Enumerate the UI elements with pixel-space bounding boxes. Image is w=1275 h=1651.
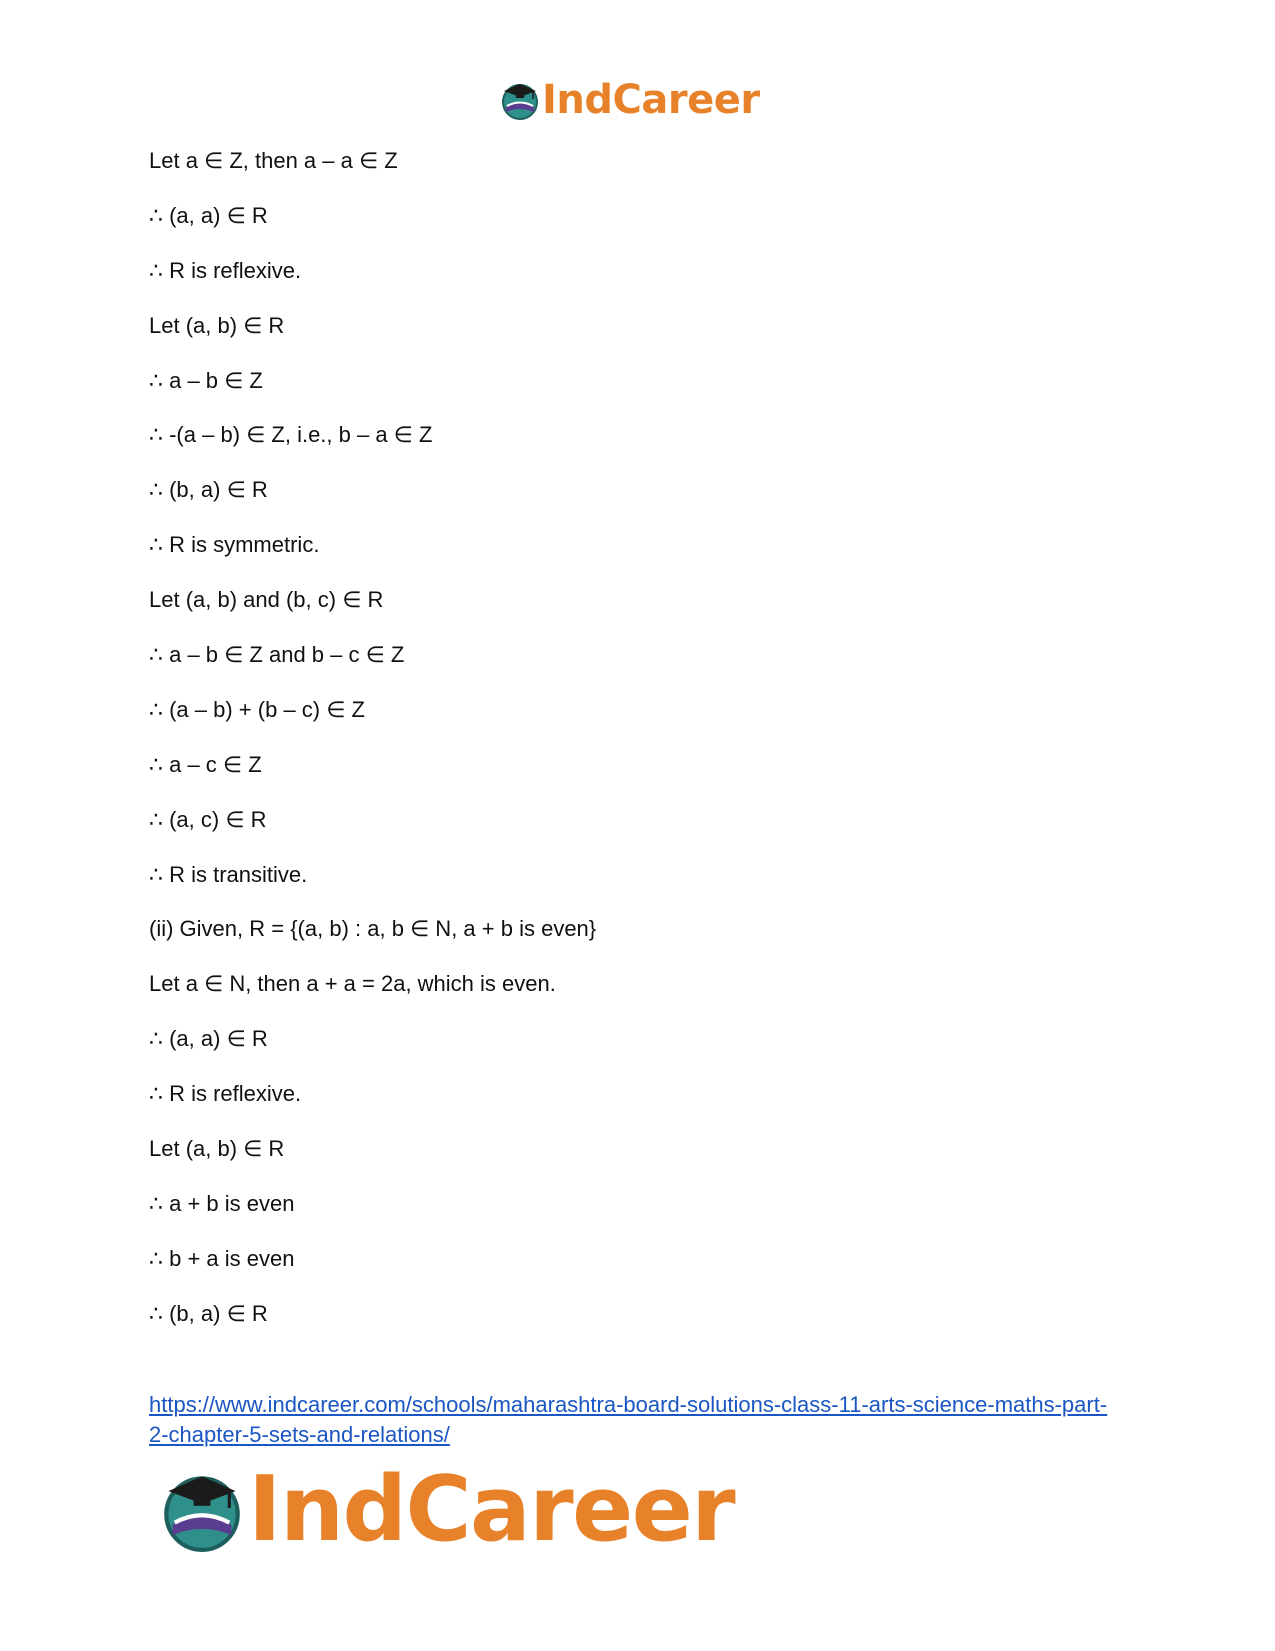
source-link[interactable]: https://www.indcareer.com/schools/maharashtra-board-solutions-class-11-arts-science-maths-part-2-chapter-5-sets-and-relations/ [149,1392,1108,1447]
header-logo [500,77,760,123]
logo-text: IndCareer [248,1457,735,1562]
text-line: Let a ∈ Z, then a – a ∈ Z [149,148,398,173]
footer-logo [160,1457,735,1562]
text-line: ∴ (b, a) ∈ R [149,477,268,503]
text-line: Let (a, b) and (b, c) ∈ R [149,587,384,613]
text-line: ∴ (a, a) ∈ R [149,1026,268,1052]
logo-emblem-icon [500,80,540,120]
text-line: ∴ (a, c) ∈ R [149,806,267,832]
text-line: ∴ R is transitive. [149,861,308,887]
text-line: ∴ a – b ∈ Z [149,367,263,393]
text-line: ∴ (a, a) ∈ R [149,202,268,228]
text-line: ∴ (b, a) ∈ R [149,1300,268,1326]
text-line: ∴ R is reflexive. [149,257,302,283]
text-line: ∴ R is reflexive. [149,1081,302,1107]
text-line: Let (a, b) ∈ R [149,312,285,338]
text-line: ∴ R is symmetric. [149,532,320,558]
logo-emblem-icon [160,1468,244,1552]
logo-text: IndCareer [542,77,760,123]
solution-text [149,146,1129,1354]
text-line: ∴ (a – b) + (b – c) ∈ Z [149,696,365,722]
text-line: ∴ b + a is even [149,1245,295,1271]
text-line: ∴ a – b ∈ Z and b – c ∈ Z [149,642,405,668]
text-line: Let (a, b) ∈ R [149,1136,285,1162]
text-line: (ii) Given, R = {(a, b) : a, b ∈ N, a + b is even} [149,916,597,942]
text-line: ∴ a – c ∈ Z [149,751,262,777]
text-line: ∴ -(a – b) ∈ Z, i.e., b – a ∈ Z [149,422,433,448]
text-line: Let a ∈ N, then a + a = 2a, which is even. [149,971,556,997]
text-line: ∴ a + b is even [149,1190,295,1216]
